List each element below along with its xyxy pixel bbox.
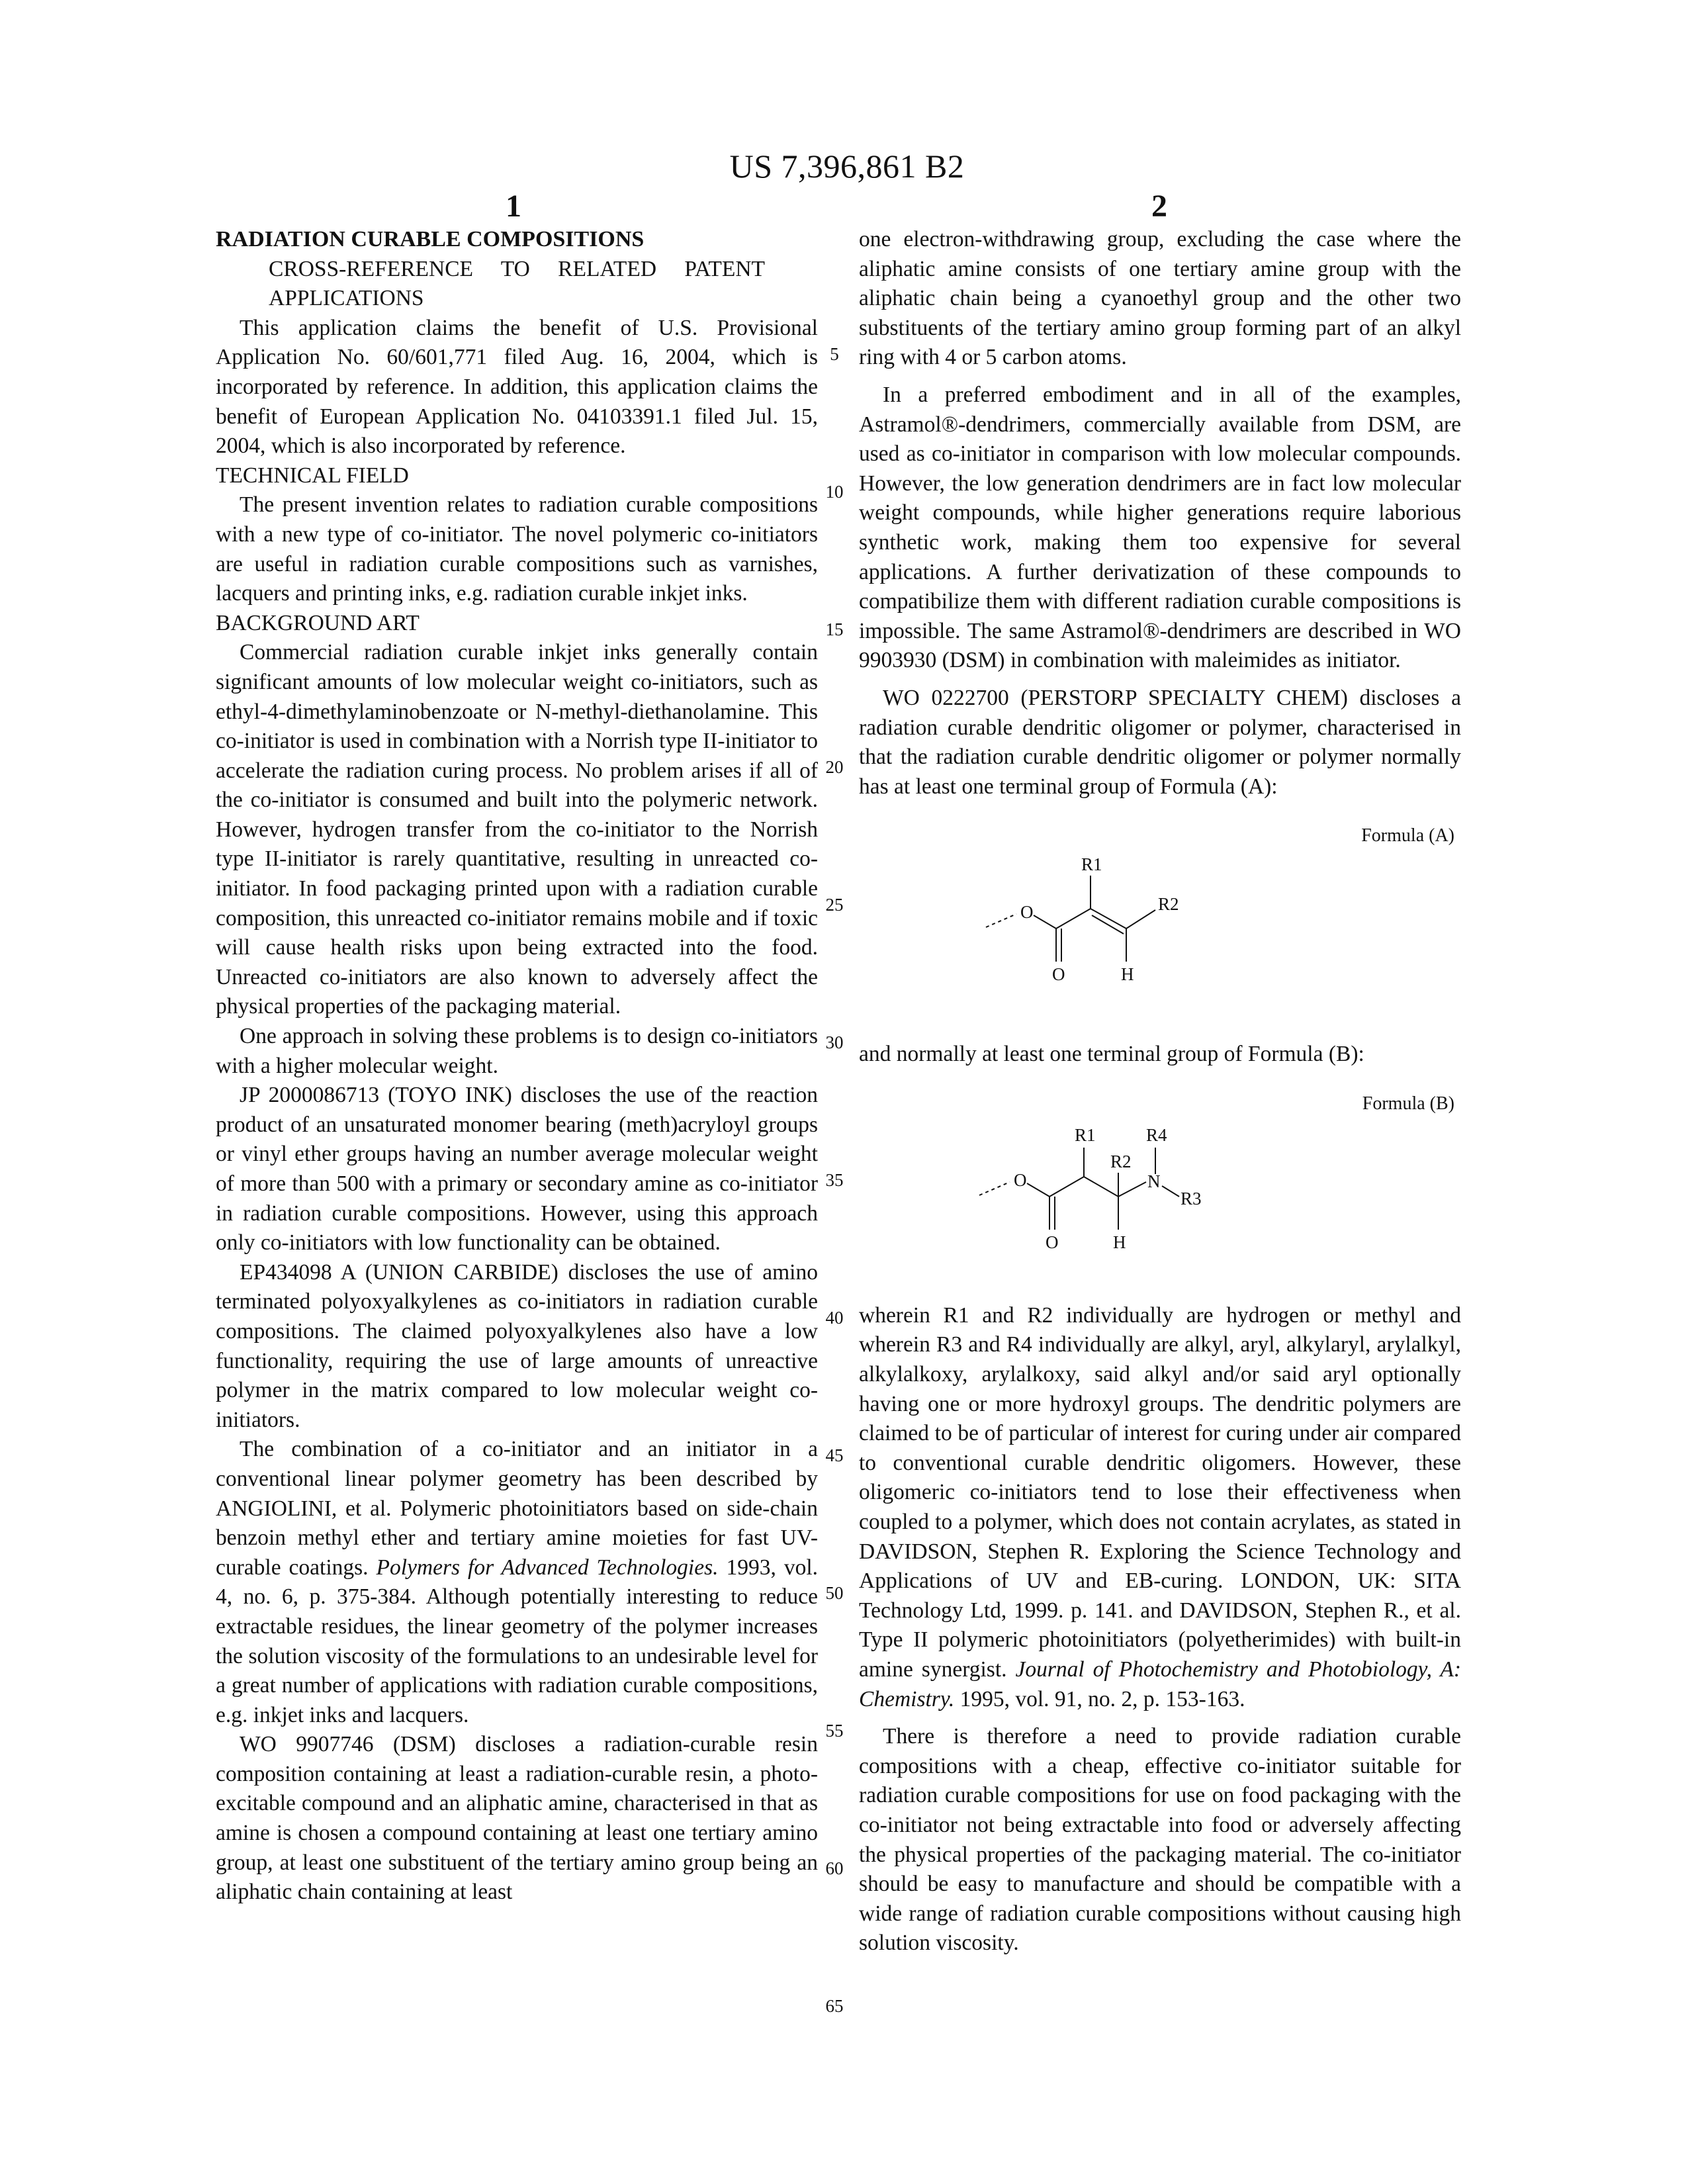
line-number: 40 xyxy=(818,1308,851,1328)
bond xyxy=(1056,909,1091,929)
atom-o-carbonyl: O xyxy=(1052,964,1065,984)
paragraph-background-5 xyxy=(216,1435,818,1730)
bond xyxy=(1118,1182,1146,1197)
atom-o-ester: O xyxy=(1020,902,1034,922)
atom-r4: R4 xyxy=(1146,1125,1167,1145)
atom-r3: R3 xyxy=(1181,1189,1202,1208)
line-number: 20 xyxy=(818,757,851,778)
right-column xyxy=(859,225,1461,1958)
line-number: 15 xyxy=(818,619,851,640)
paragraph-continued: one electron-withdrawing group, excluding the case where the aliphatic amine consists of one tertiary amine group with the aliphatic chain being a cyanoethyl group and the other two substituents of the tertiary amino group forming part of an alkyl ring with 4 or 5 carbon atoms. xyxy=(859,225,1461,373)
paragraph-formula-b-intro: and normally at least one terminal group of Formula (B): xyxy=(859,1040,1461,1069)
atom-o-carbonyl: O xyxy=(1046,1232,1059,1252)
line-number: 60 xyxy=(818,1858,851,1879)
line-number: 30 xyxy=(818,1032,851,1053)
document-title: RADIATION CURABLE COMPOSITIONS xyxy=(216,225,818,255)
atom-h: H xyxy=(1121,964,1134,984)
bond xyxy=(1162,1186,1179,1197)
line-number: 55 xyxy=(818,1721,851,1741)
patent-number: US 7,396,861 B2 xyxy=(0,147,1694,185)
atom-r2: R2 xyxy=(1158,894,1179,914)
line-number: 50 xyxy=(818,1583,851,1604)
line-number: 10 xyxy=(818,482,851,502)
line-number: 65 xyxy=(818,1996,851,2017)
line-number: 35 xyxy=(818,1170,851,1191)
text-angiolini-cont: 1993, vol. 4, no. 6, p. 375-384. Although potentially interesting to reduce extractable residues, the linear geometry of the polymer increases the solution viscosity of the formulations to an undesirable level for a great number of applications with radiation curable compositions, e.g. inkjet inks and lacquers. xyxy=(216,1555,818,1727)
formula-b-structure xyxy=(978,1109,1256,1268)
paragraph-perstorp-details xyxy=(859,1301,1461,1714)
paragraph-background-6: WO 9907746 (DSM) discloses a radiation-curable resin composition containing at least a radiation-curable resin, a photo-excitable compound and an aliphatic amine, characterised in that as amine is chosen a compound containing at least one tertiary amino group, at least one substituent of the tertiary amino group being an aliphatic chain containing at least xyxy=(216,1730,818,1907)
formula-a xyxy=(859,808,1461,1033)
bond-dashed xyxy=(979,1182,1010,1195)
bond xyxy=(1027,1183,1049,1197)
paragraph-background-4: EP434098 A (UNION CARBIDE) discloses the use of amino terminated polyoxyalkylenes as co-initiators in radiation curable compositions. The claimed polyoxyalkylenes also have a low functionality, requiring the use of large amounts of unreactive polymer in the matrix compared to low molecular weight co-initiators. xyxy=(216,1258,818,1435)
formula-b xyxy=(859,1076,1461,1295)
line-number: 45 xyxy=(818,1445,851,1466)
heading-technical-field: TECHNICAL FIELD xyxy=(216,461,818,491)
formula-a-label: Formula (A) xyxy=(1361,821,1454,851)
formula-a-structure xyxy=(978,841,1256,1000)
bond xyxy=(1049,1177,1084,1197)
paragraph-perstorp: WO 0222700 (PERSTORP SPECIALTY CHEM) discloses a radiation curable dendritic oligomer or polymer, characterised in that the radiation curable dendritic oligomer or polymer normally has at least one terminal group of Formula (A): xyxy=(859,684,1461,801)
patent-page xyxy=(0,0,1694,2184)
text-davidson: wherein R1 and R2 individually are hydrogen or methyl and wherein R3 and R4 individually are alkyl, aryl, alkylaryl, arylalkyl, alkylalkoxy, arylalkoxy, said alkyl and/or said aryl optionally having one or more hydroxyl groups. The dendritic polymers are claimed to be of particular of interest for curing under air compared to conventional curable dendritic oligomers. However, these oligomeric co-initiators tend to lose their effectiveness when coupled to a polymer, which does not contain acrylates, as stated in DAVIDSON, Stephen R. Exploring the Science Technology and Applications of UV and EB-curing. LONDON, UK: SITA Technology Ltd, 1999. p. 141. and DAVIDSON, Stephen R., et al. Type II polymeric photoinitiators (polyetherimides) with built-in amine synergist. xyxy=(859,1303,1461,1682)
atom-r1: R1 xyxy=(1075,1125,1096,1145)
bond-dashed xyxy=(986,914,1016,927)
atom-r2: R2 xyxy=(1110,1152,1132,1171)
line-number: 5 xyxy=(818,344,851,365)
atom-h: H xyxy=(1113,1232,1126,1252)
bond xyxy=(1126,910,1155,929)
heading-background-art: BACKGROUND ART xyxy=(216,609,818,639)
column-number-left: 1 xyxy=(506,188,521,224)
atom-o-ester: O xyxy=(1014,1170,1027,1190)
bond xyxy=(1034,915,1056,929)
text-davidson-cont: 1995, vol. 91, no. 2, p. 153-163. xyxy=(960,1687,1245,1711)
paragraph-need: There is therefore a need to provide radiation curable compositions with a cheap, effective co-initiator suitable for radiation curable compositions for use on food packaging with the co-initiator not being extractable into food or adversely affecting the physical properties of the packaging material. The co-initiator should be easy to manufacture and should be compatible with a wide range of radiation curable compositions without causing high solution viscosity. xyxy=(859,1722,1461,1958)
paragraph-crossref: This application claims the benefit of U.S. Provisional Application No. 60/601,771 filed Aug. 16, 2004, which is incorporated by reference. In addition, this application claims the benefit of European Application No. 04103391.1 filed Jul. 15, 2004, which is also incorporated by reference. xyxy=(216,314,818,461)
paragraph-background-1: Commercial radiation curable inkjet inks generally contain significant amounts of low molecular weight co-initiators, such as ethyl-4-dimethylaminobenzoate or N-methyl-diethanolamine. This co-initiator is used in combination with a Norrish type II-initiator to accelerate the radiation curing process. No problem arises if all of the co-initiator is consumed and built into the polymeric network. However, hydrogen transfer from the co-initiator to the Norrish type II-initiator is rarely quantitative, resulting in unreacted co-initiator. In food packaging printed upon with a radiation curable composition, this unreacted co-initiator remains mobile and if toxic will cause health risks upon being extracted into the food. Unreacted co-initiators are also known to adversely affect the physical properties of the packaging material. xyxy=(216,638,818,1022)
atom-r1: R1 xyxy=(1081,854,1102,874)
column-number-right: 2 xyxy=(1151,188,1167,224)
journal-title-polymers: Polymers for Advanced Technologies. xyxy=(377,1555,719,1580)
paragraph-background-3: JP 2000086713 (TOYO INK) discloses the use of the reaction product of an unsaturated monomer bearing (meth)acryloyl groups or vinyl ether groups having an number average molecular weight of more than 500 with a primary or secondary amine as co-initiator in radiation curable compositions. However, using this approach only co-initiators with low functionality can be obtained. xyxy=(216,1081,818,1258)
bond xyxy=(1084,1177,1118,1197)
paragraph-astramol: In a preferred embodiment and in all of the examples, Astramol®-dendrimers, commercially available from DSM, are used as co-initiator in comparison with low molecular compounds. However, the low generation dendrimers are in fact low molecular weight compounds, while higher generations require laborious synthetic work, making them too expensive for several applications. A further derivatization of these compounds to compatibilize them with different radiation curable compositions is impossible. The same Astramol®-dendrimers are described in WO 9903930 (DSM) in combination with maleimides as initiator. xyxy=(859,381,1461,676)
paragraph-technical-field: The present invention relates to radiation curable compositions with a new type of co-initiator. The novel polymeric co-initiators are useful in radiation curable compositions such as varnishes, lacquers and printing inks, e.g. radiation curable inkjet inks. xyxy=(216,490,818,608)
left-column xyxy=(216,225,818,1907)
paragraph-background-2: One approach in solving these problems is to design co-initiators with a higher molecular weight. xyxy=(216,1022,818,1081)
formula-b-label: Formula (B) xyxy=(1362,1089,1454,1119)
journal-title-photochemistry: Journal of Photochemistry and Photobiology, A: Chemistry. xyxy=(859,1657,1461,1711)
atom-n: N xyxy=(1147,1171,1161,1191)
heading-crossref: CROSS-REFERENCE TO RELATED PATENT APPLICATIONS xyxy=(216,255,818,314)
line-number: 25 xyxy=(818,895,851,915)
text-angiolini: The combination of a co-initiator and an initiator in a conventional linear polymer geometry has been described by ANGIOLINI, et al. Polymeric photoinitiators based on side-chain benzoin methyl ether and tertiary amine moieties for fast UV-curable coatings. xyxy=(216,1437,818,1579)
